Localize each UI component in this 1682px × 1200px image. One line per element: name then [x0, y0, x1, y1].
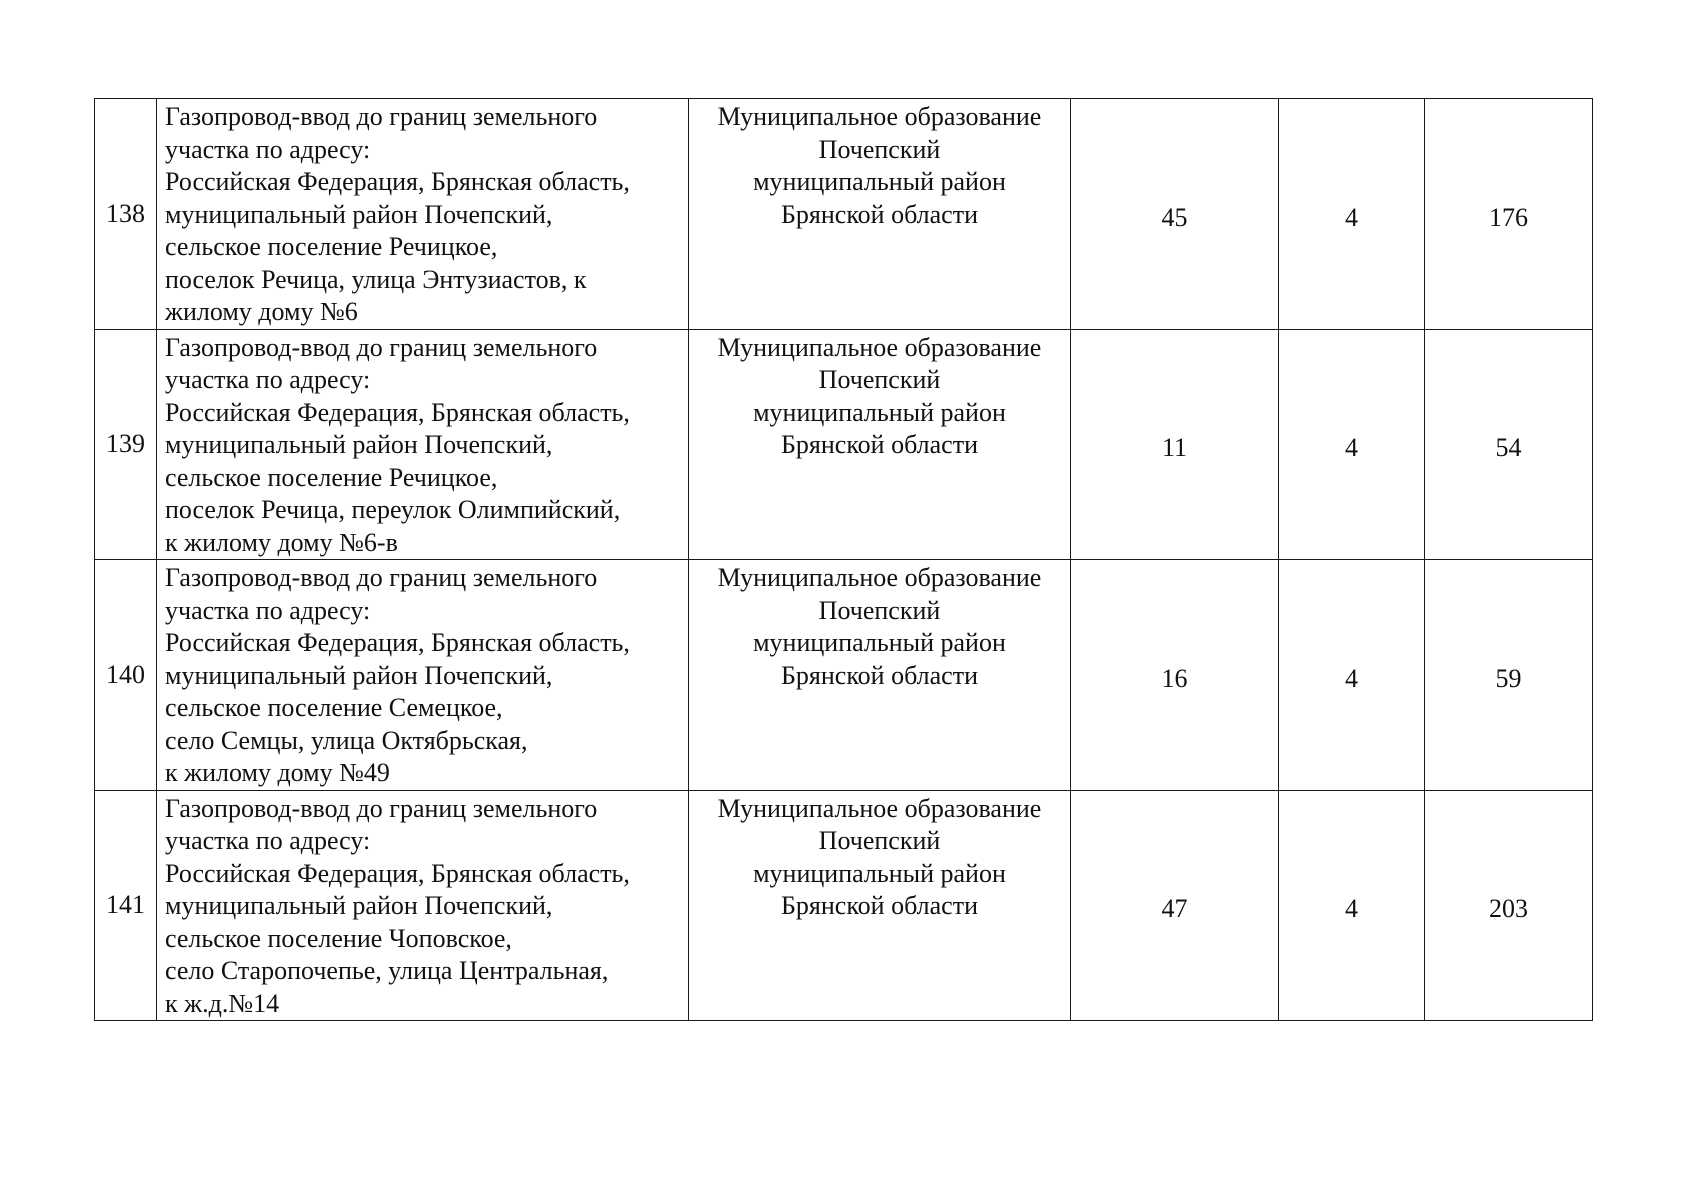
- owner-line: Почепский: [818, 826, 941, 855]
- description-line: сельское поселение Семецкое,: [165, 693, 503, 722]
- value-cell-2: [1279, 99, 1425, 330]
- owner-cell: [689, 790, 1071, 1021]
- value-1: 11: [1161, 433, 1188, 462]
- object-description: [157, 329, 689, 560]
- table-row: [95, 560, 1593, 791]
- object-description: [157, 790, 689, 1021]
- description-line: сельское поселение Чоповское,: [165, 923, 512, 953]
- value-2: 4: [1345, 663, 1358, 693]
- owner-line: Почепский: [818, 595, 941, 625]
- owner-line: Муниципальное образование: [717, 332, 1042, 362]
- value-2: 4: [1345, 433, 1358, 462]
- owner-cell: [689, 560, 1071, 791]
- owner-line: Брянской области: [781, 660, 978, 690]
- registry-table: [94, 98, 1593, 1021]
- owner-line: Муниципальное образование: [717, 563, 1042, 592]
- owner-line: Почепский: [818, 134, 941, 164]
- description-line: участка по адресу:: [165, 595, 371, 625]
- description-line: Газопровод-ввод до границ земельного: [165, 793, 598, 823]
- value-cell-3: [1425, 790, 1593, 1021]
- value-3: 54: [1495, 433, 1522, 462]
- description-line: село Старопочепье, улица Центральная,: [165, 956, 609, 985]
- value-1: 47: [1161, 894, 1188, 923]
- value-cell-1: [1071, 99, 1279, 330]
- description-line: Газопровод-ввод до границ земельного: [165, 332, 598, 362]
- description-line: Российская Федерация, Брянская область,: [165, 397, 630, 427]
- owner-line: муниципальный район: [753, 397, 1006, 427]
- table-row: [95, 99, 1593, 330]
- value-cell-3: [1425, 560, 1593, 791]
- description-line: Российская Федерация, Брянская область,: [165, 858, 630, 888]
- row-number: 140: [95, 560, 157, 791]
- owner-line: Брянской области: [781, 430, 978, 459]
- description-line: участка по адресу:: [165, 826, 371, 855]
- value-1: 16: [1161, 663, 1188, 693]
- description-line: сельское поселение Речицкое,: [165, 462, 498, 492]
- owner-line: муниципальный район: [753, 858, 1006, 888]
- value-cell-2: [1279, 329, 1425, 560]
- owner-line: Муниципальное образование: [717, 793, 1042, 823]
- value-cell-3: [1425, 329, 1593, 560]
- row-number: 138: [95, 99, 157, 330]
- description-line: поселок Речица, переулок Олимпийский,: [165, 495, 621, 524]
- description-line: село Семцы, улица Октябрьская,: [165, 725, 528, 755]
- owner-cell: [689, 99, 1071, 330]
- owner-line: Брянской области: [781, 199, 978, 229]
- object-description: [157, 560, 689, 791]
- value-2: 4: [1345, 894, 1358, 923]
- description-line: жилому дому №6: [165, 297, 358, 326]
- description-line: Газопровод-ввод до границ земельного: [165, 563, 598, 592]
- owner-line: муниципальный район: [753, 628, 1006, 657]
- owner-line: Брянской области: [781, 891, 978, 920]
- description-line: поселок Речица, улица Энтузиастов, к: [165, 264, 587, 294]
- value-cell-2: [1279, 790, 1425, 1021]
- owner-line: Муниципальное образование: [717, 102, 1042, 131]
- value-cell-1: [1071, 560, 1279, 791]
- description-line: к жилому дому №49: [165, 758, 390, 787]
- description-line: Российская Федерация, Брянская область,: [165, 167, 630, 196]
- object-description: [157, 99, 689, 330]
- description-line: к жилому дому №6-в: [165, 527, 398, 557]
- description-line: участка по адресу:: [165, 134, 371, 164]
- value-2: 4: [1345, 202, 1358, 232]
- description-line: сельское поселение Речицкое,: [165, 232, 498, 261]
- description-line: Российская Федерация, Брянская область,: [165, 628, 630, 657]
- value-3: 203: [1489, 894, 1528, 923]
- value-cell-1: [1071, 790, 1279, 1021]
- value-3: 59: [1495, 663, 1522, 693]
- value-cell-3: [1425, 99, 1593, 330]
- table-row: [95, 790, 1593, 1021]
- description-line: муниципальный район Почепский,: [165, 430, 553, 459]
- value-1: 45: [1161, 202, 1188, 232]
- value-cell-2: [1279, 560, 1425, 791]
- description-line: муниципальный район Почепский,: [165, 199, 553, 229]
- value-cell-1: [1071, 329, 1279, 560]
- row-number: 141: [95, 790, 157, 1021]
- description-line: к ж.д.№14: [165, 988, 280, 1018]
- description-line: участка по адресу:: [165, 365, 371, 394]
- owner-line: Почепский: [818, 365, 941, 394]
- description-line: муниципальный район Почепский,: [165, 891, 553, 920]
- description-line: Газопровод-ввод до границ земельного: [165, 102, 598, 131]
- description-line: муниципальный район Почепский,: [165, 660, 553, 690]
- row-number: 139: [95, 329, 157, 560]
- owner-line: муниципальный район: [753, 167, 1006, 196]
- value-3: 176: [1489, 202, 1528, 232]
- owner-cell: [689, 329, 1071, 560]
- table-row: [95, 329, 1593, 560]
